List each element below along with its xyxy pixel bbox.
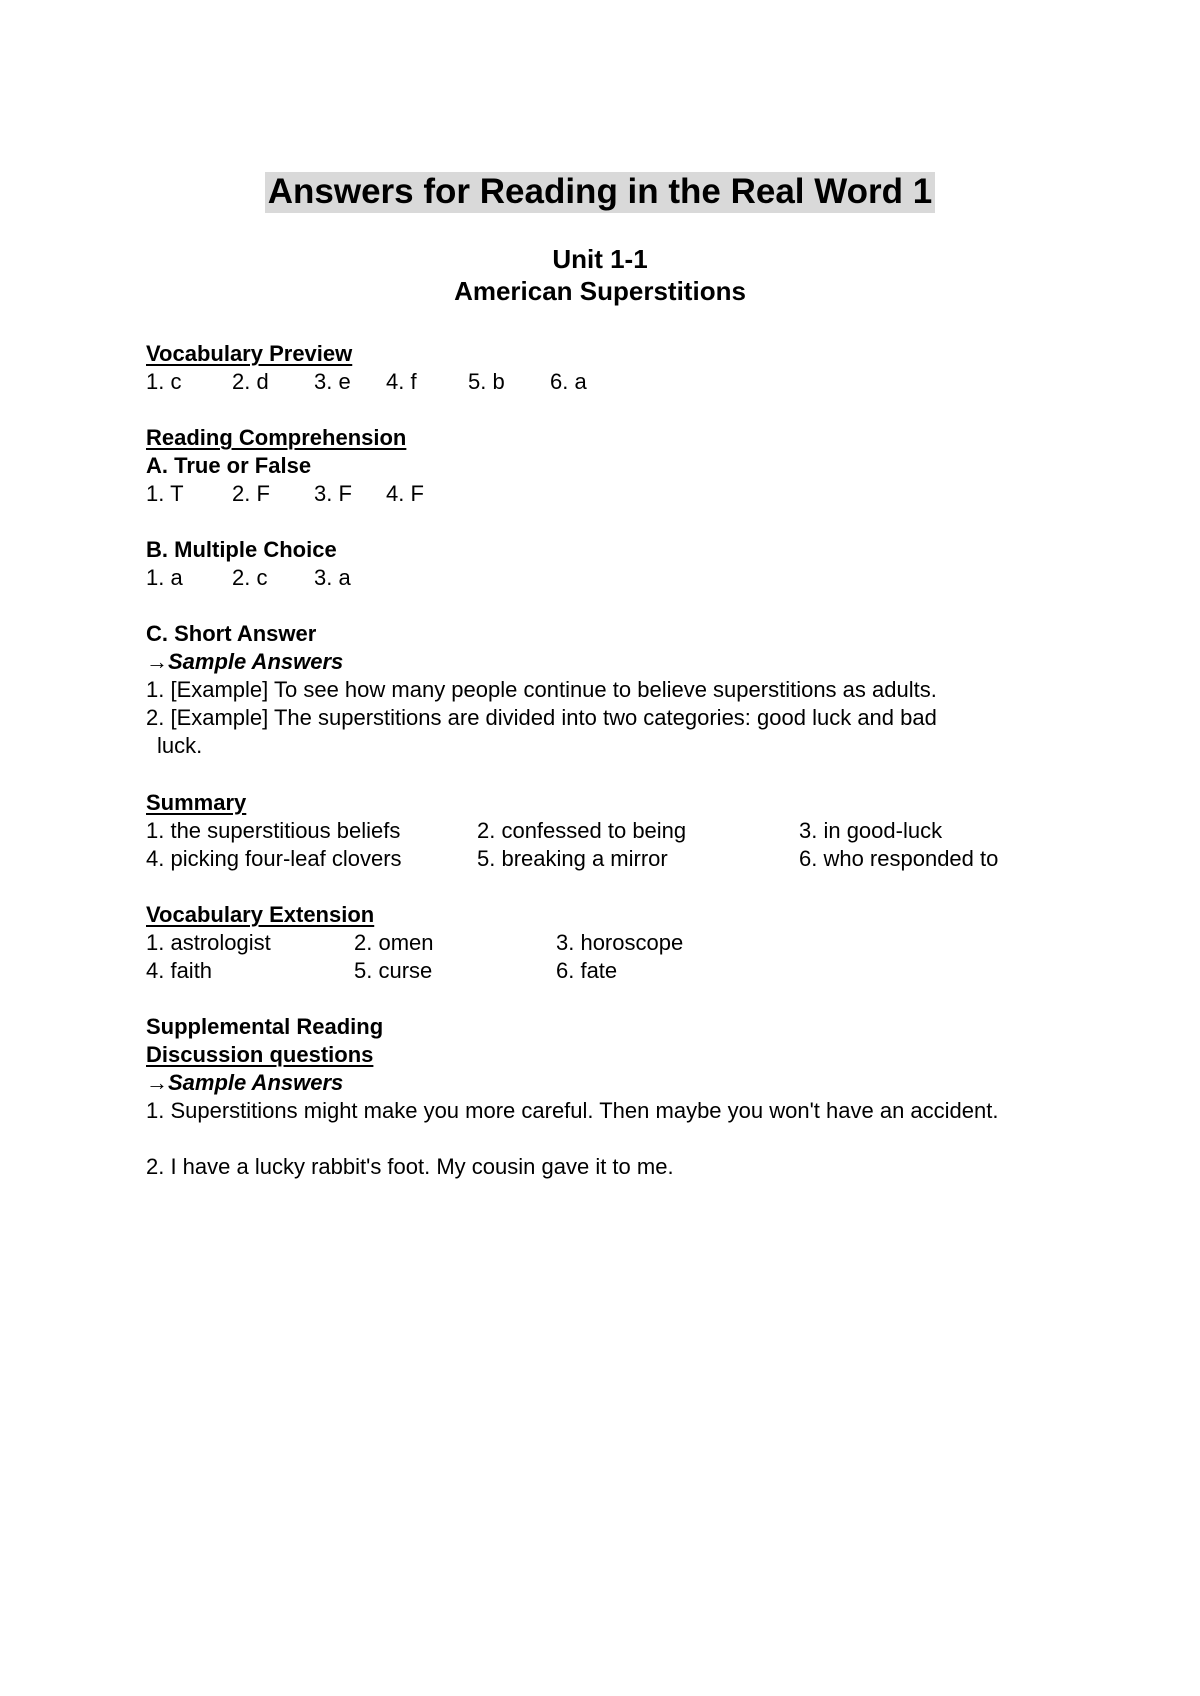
- answer-item: 1. T: [146, 481, 184, 506]
- vocabulary-item: 5. curse: [354, 958, 433, 983]
- vocabulary-extension-row: [146, 929, 1046, 957]
- document-title-text: Answers for Reading in the Real Word 1: [265, 172, 935, 213]
- vocabulary-item: 6. fate: [556, 958, 618, 983]
- short-answer-2-line1: 2. [Example] The superstitions are divided into two categories: good luck and bad: [146, 705, 937, 730]
- summary-item: 1. the superstitious beliefs: [146, 818, 401, 843]
- short-answer-1: 1. [Example] To see how many people continue to believe superstitions as adults.: [146, 677, 937, 702]
- answer-item: 5. b: [468, 369, 505, 394]
- unit-number: Unit 1-1: [552, 244, 648, 274]
- supplemental-reading-heading: Supplemental Reading: [146, 1014, 384, 1039]
- discussion-questions-heading: Discussion questions: [146, 1042, 374, 1067]
- summary-item: 6. who responded to: [799, 846, 999, 871]
- summary-heading: Summary: [146, 790, 247, 815]
- short-answer-2-line2: luck.: [157, 733, 203, 758]
- answer-item: 2. c: [232, 565, 268, 590]
- answer-item: 3. e: [314, 369, 351, 394]
- summary-item: 5. breaking a mirror: [477, 846, 668, 871]
- answer-item: 6. a: [550, 369, 587, 394]
- vocabulary-preview-heading: Vocabulary Preview: [146, 341, 353, 366]
- reading-comprehension-heading: Reading Comprehension: [146, 425, 407, 450]
- discussion-sample-label: →Sample Answers: [146, 1070, 344, 1095]
- unit-title: American Superstitions: [454, 276, 746, 306]
- summary-item: 2. confessed to being: [477, 818, 687, 843]
- vocabulary-extension-heading: Vocabulary Extension: [146, 902, 375, 927]
- summary-item: 4. picking four-leaf clovers: [146, 846, 402, 871]
- answer-item: 1. c: [146, 369, 182, 394]
- reading-comprehension-section: [146, 424, 1046, 760]
- answer-item: 2. d: [232, 369, 269, 394]
- vocabulary-extension-row: [146, 957, 1046, 985]
- true-false-heading: A. True or False: [146, 453, 312, 478]
- answer-item: 4. f: [386, 369, 417, 394]
- vocabulary-item: 3. horoscope: [556, 930, 684, 955]
- vocabulary-preview-section: [146, 340, 1046, 396]
- vocabulary-item: 1. astrologist: [146, 930, 271, 955]
- answer-item: 4. F: [386, 481, 424, 506]
- vocabulary-item: 2. omen: [354, 930, 434, 955]
- vocabulary-extension-section: [146, 901, 1046, 985]
- multiple-choice-answers: [146, 564, 1046, 592]
- vocabulary-item: 4. faith: [146, 958, 213, 983]
- summary-row: [146, 845, 1046, 873]
- discussion-answer-1: 1. Superstitions might make you more careful. Then maybe you won't have an accident.: [146, 1098, 999, 1123]
- discussion-answer-2: 2. I have a lucky rabbit's foot. My cousin gave it to me.: [146, 1154, 674, 1179]
- answer-item: 3. a: [314, 565, 351, 590]
- answer-item: 1. a: [146, 565, 183, 590]
- supplemental-reading-section: [146, 1013, 1026, 1181]
- summary-section: [146, 789, 1046, 873]
- answer-item: 2. F: [232, 481, 270, 506]
- multiple-choice-heading: B. Multiple Choice: [146, 537, 337, 562]
- short-answer-heading: C. Short Answer: [146, 621, 317, 646]
- summary-item: 3. in good-luck: [799, 818, 943, 843]
- true-false-answers: [146, 480, 1046, 508]
- short-answer-sample-label: →Sample Answers: [146, 649, 344, 674]
- document-title: [0, 172, 1200, 212]
- answer-item: 3. F: [314, 481, 352, 506]
- summary-row: [146, 817, 1046, 845]
- vocabulary-preview-answers: [146, 368, 1046, 396]
